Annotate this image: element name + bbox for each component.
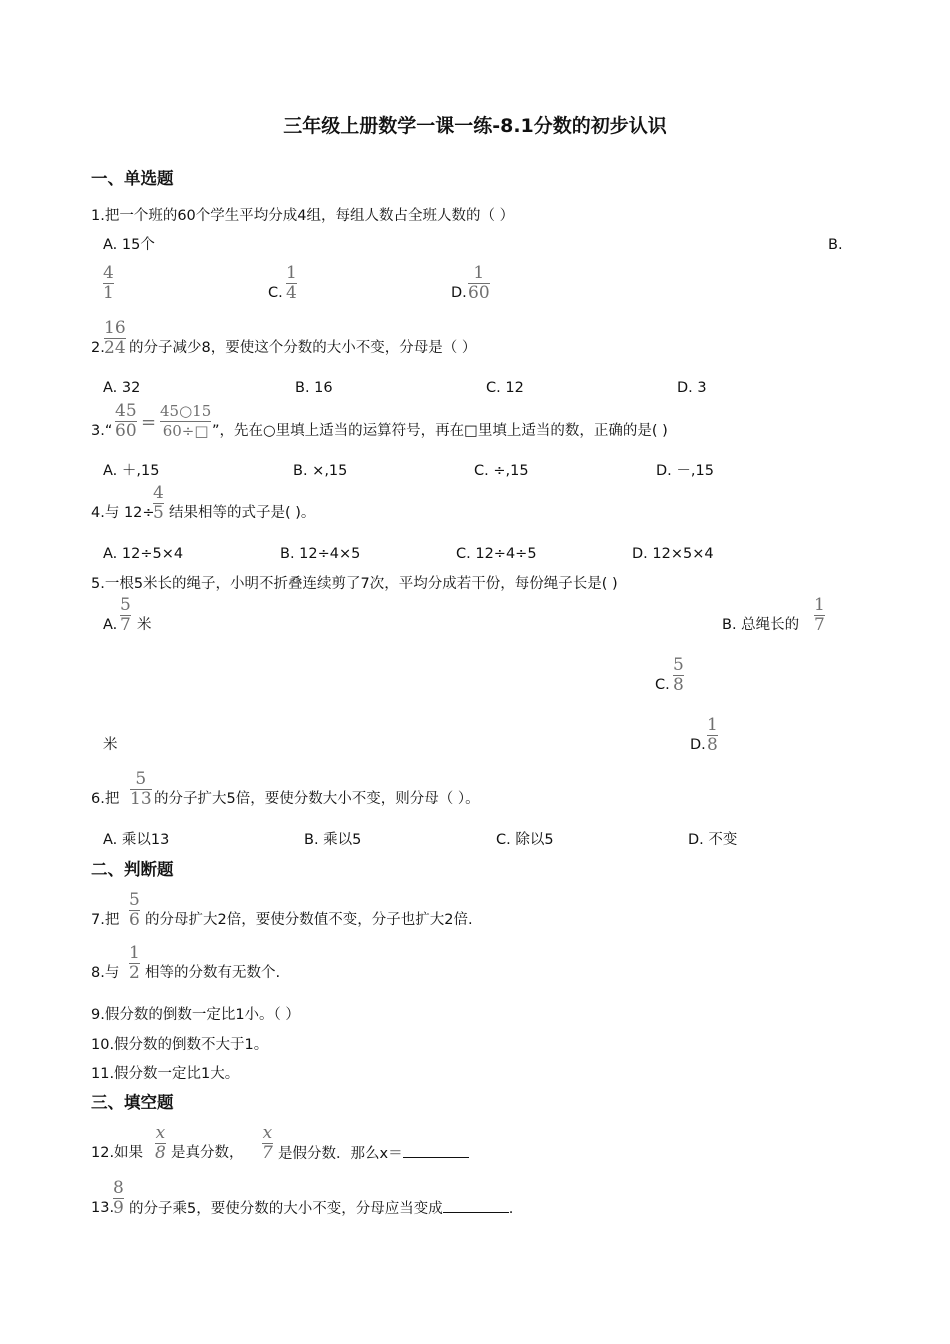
question-9-stem: 9.假分数的倒数一定比1小。（ ）: [91, 1007, 300, 1023]
question-6-option-c[interactable]: C. 除以5: [496, 832, 554, 848]
question-12-fraction-2: [262, 1125, 273, 1162]
question-3-option-a[interactable]: A. ＋,15: [103, 463, 160, 479]
question-3-rhs-fraction: [160, 403, 211, 440]
question-5-option-a[interactable]: A.: [103, 617, 118, 633]
question-4-stem: 结果相等的式子是( )。: [169, 505, 316, 521]
numerator: 5: [673, 655, 684, 675]
question-5-option-c[interactable]: C.: [655, 677, 670, 693]
question-12-stem-text: 是假分数．那么x＝: [278, 1146, 403, 1162]
denominator: 2: [129, 963, 140, 983]
denominator: 60: [468, 283, 490, 303]
denominator: 60: [115, 421, 137, 441]
numerator: 4: [103, 263, 114, 283]
section-heading-fill-blank: 三、填空题: [91, 1093, 174, 1112]
section-heading-single-choice: 一、单选题: [91, 169, 174, 188]
question-4-fraction: [153, 485, 164, 522]
denominator: 7: [262, 1143, 273, 1163]
question-6-option-b[interactable]: B. 乘以5: [304, 832, 362, 848]
numerator: 45: [115, 401, 137, 421]
question-5-option-c-fraction: [673, 657, 684, 694]
question-3-lhs-fraction: [115, 403, 137, 440]
question-11-stem: 11.假分数一定比1大。: [91, 1066, 240, 1082]
numerator: 8: [113, 1178, 124, 1198]
section-heading-true-false: 二、判断题: [91, 860, 174, 879]
question-4-option-d[interactable]: D. 12×5×4: [632, 546, 714, 562]
question-2-stem: 的分子减少8，要使这个分数的大小不变，分母是（ ）: [129, 340, 477, 356]
denominator: 13: [130, 789, 152, 809]
question-6-option-a[interactable]: A. 乘以13: [103, 832, 170, 848]
question-12-fraction-1: [155, 1125, 166, 1162]
question-6-option-d[interactable]: D. 不变: [688, 832, 738, 848]
equals-sign: =: [141, 412, 157, 433]
question-1-stem: 1.把一个班的60个学生平均分成4组，每组人数占全班人数的（ ）: [91, 208, 515, 224]
numerator: 4: [153, 483, 164, 503]
numerator: x: [155, 1123, 166, 1143]
question-5-option-b-fraction: [814, 597, 825, 634]
question-13-stem-text: 的分子乘5，要使分数的大小不变，分母应当变成: [129, 1201, 443, 1217]
numerator: 16: [104, 318, 126, 338]
question-2-fraction: [104, 320, 126, 357]
denominator: 4: [286, 283, 297, 303]
question-7-prefix: 7.把: [91, 912, 120, 928]
question-1-option-a[interactable]: A. 15个: [103, 237, 155, 253]
question-1-option-d[interactable]: D.: [451, 285, 467, 301]
question-3-stem: ”，先在○里填上适当的运算符号，再在□里填上适当的数，正确的是( ): [212, 423, 668, 439]
denominator: 60÷□: [162, 422, 209, 440]
question-7-stem: 的分母扩大2倍，要使分数值不变，分子也扩大2倍.: [145, 912, 473, 928]
question-3-option-d[interactable]: D. －,15: [656, 463, 714, 479]
answer-blank[interactable]: [443, 1198, 509, 1213]
question-4-prefix: 4.与 12÷: [91, 505, 155, 521]
question-4-option-c[interactable]: C. 12÷4÷5: [456, 546, 537, 562]
question-2-option-c[interactable]: C. 12: [486, 380, 524, 396]
question-4-option-b[interactable]: B. 12÷4×5: [280, 546, 361, 562]
numerator: 5: [135, 769, 147, 789]
question-5-option-a-fraction: [120, 597, 131, 634]
denominator: 8: [155, 1143, 166, 1163]
question-5-option-b-unit: 米: [103, 737, 118, 753]
question-8-stem: 相等的分数有无数个.: [145, 965, 281, 981]
question-12-middle-text: 是真分数，: [171, 1145, 244, 1161]
question-10-stem: 10.假分数的倒数不大于1。: [91, 1037, 269, 1053]
question-5-stem: 5.一根5米长的绳子，小明不折叠连续剪了7次，平均分成若干份，每份绳子长是( ): [91, 576, 618, 592]
question-8-prefix: 8.与: [91, 965, 120, 981]
question-6-fraction: [130, 771, 152, 808]
question-12-prefix: 12.如果: [91, 1145, 144, 1161]
question-5-option-a-unit: 米: [137, 617, 152, 633]
question-1-option-c[interactable]: C.: [268, 285, 283, 301]
denominator: 1: [103, 283, 114, 303]
question-13-stem: [129, 1198, 513, 1219]
question-8-fraction: [129, 945, 140, 982]
question-1-option-b[interactable]: B.: [828, 237, 843, 253]
question-6-prefix: 6.把: [91, 791, 120, 807]
question-5-option-b[interactable]: B. 总绳长的: [722, 617, 800, 633]
numerator: 1: [286, 263, 297, 283]
question-13-end: .: [508, 1201, 514, 1217]
question-6-stem: 的分子扩大5倍，要使分数大小不变，则分母（ ）。: [154, 791, 480, 807]
denominator: 7: [120, 615, 131, 635]
question-3-option-b[interactable]: B. ×,15: [293, 463, 348, 479]
question-3-prefix: 3.“: [91, 423, 113, 439]
denominator: 9: [113, 1198, 124, 1218]
question-7-fraction: [129, 892, 140, 929]
numerator: 5: [120, 595, 131, 615]
question-1-option-c-fraction: [286, 265, 297, 302]
question-2-option-b[interactable]: B. 16: [295, 380, 333, 396]
question-4-option-a[interactable]: A. 12÷5×4: [103, 546, 184, 562]
question-13-prefix: 13.: [91, 1200, 115, 1216]
denominator: 8: [673, 675, 684, 695]
numerator: 1: [814, 595, 825, 615]
question-12-stem: [278, 1143, 469, 1164]
numerator: 1: [129, 943, 140, 963]
numerator: x: [262, 1123, 273, 1143]
question-2-prefix: 2.: [91, 340, 105, 356]
denominator: 6: [129, 910, 140, 930]
question-3-option-c[interactable]: C. ÷,15: [474, 463, 529, 479]
question-2-option-a[interactable]: A. 32: [103, 380, 141, 396]
numerator: 5: [129, 890, 140, 910]
question-1-option-d-fraction: [468, 265, 490, 302]
answer-blank[interactable]: [403, 1143, 469, 1158]
page-title: 三年级上册数学一课一练-8.1分数的初步认识: [283, 115, 667, 137]
denominator: 24: [104, 338, 126, 358]
question-5-option-d-fraction: [707, 717, 718, 754]
denominator: 8: [707, 735, 718, 755]
question-13-fraction: [113, 1180, 124, 1217]
question-5-option-d[interactable]: D.: [690, 737, 706, 753]
question-2-option-d[interactable]: D. 3: [677, 380, 707, 396]
denominator: 7: [814, 615, 825, 635]
numerator: 1: [707, 715, 718, 735]
question-1-option-b-fraction: [103, 265, 114, 302]
denominator: 5: [153, 503, 164, 523]
numerator: 45○15: [160, 402, 212, 420]
numerator: 1: [473, 263, 485, 283]
